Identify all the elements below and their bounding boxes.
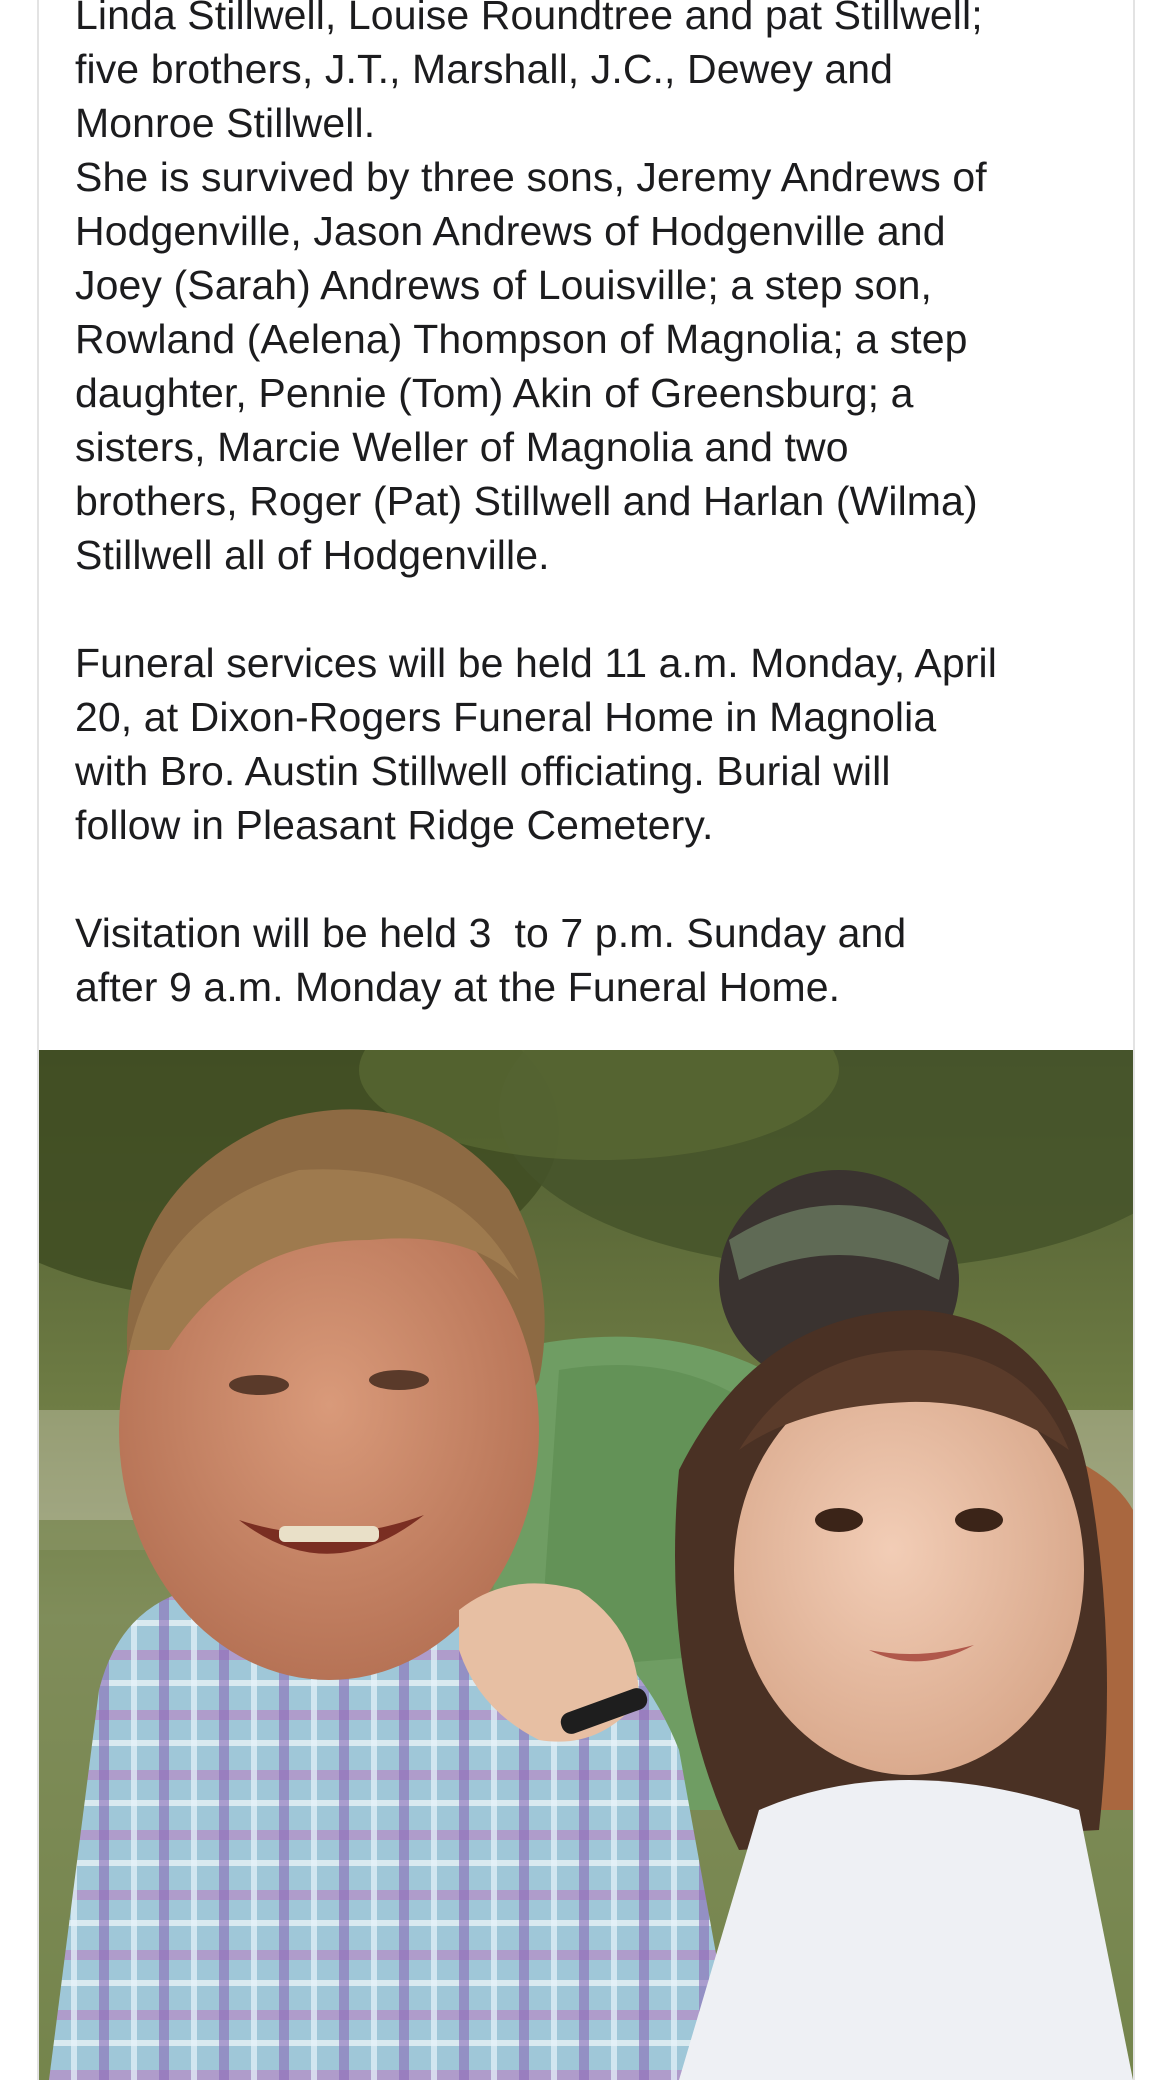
post-text-line: Hodgenville, Jason Andrews of Hodgenville and xyxy=(75,208,946,254)
paragraph-gap xyxy=(75,852,1135,906)
post-text-line: Visitation will be held 3 to 7 p.m. Sunday and xyxy=(75,910,907,956)
post-card xyxy=(37,0,1135,2080)
post-text-line: Joey (Sarah) Andrews of Louisville; a step son, xyxy=(75,262,933,308)
post-text-line: Funeral services will be held 11 a.m. Monday, April xyxy=(75,640,997,686)
post-body-text xyxy=(75,0,1135,1014)
post-text-line: five brothers, J.T., Marshall, J.C., Dewey and xyxy=(75,46,894,92)
post-text-line: Rowland (Aelena) Thompson of Magnolia; a step xyxy=(75,316,968,362)
post-text-line: She is survived by three sons, Jeremy Andrews of xyxy=(75,154,987,200)
post-text-line: Monroe Stillwell. xyxy=(75,100,376,146)
post-text-line: daughter, Pennie (Tom) Akin of Greensburg; a xyxy=(75,370,914,416)
post-text-line: brothers, Roger (Pat) Stillwell and Harlan (Wilma) xyxy=(75,478,978,524)
paragraph-gap xyxy=(75,582,1135,636)
post-text-line: Linda Stillwell, Louise Roundtree and pat Stillwell; xyxy=(75,0,983,38)
post-text-line: with Bro. Austin Stillwell officiating. Burial will xyxy=(75,748,891,794)
post-text-line: after 9 a.m. Monday at the Funeral Home. xyxy=(75,964,841,1010)
post-text-line: 20, at Dixon-Rogers Funeral Home in Magnolia xyxy=(75,694,937,740)
photo-illustration xyxy=(39,1050,1133,2080)
post-text-line: Stillwell all of Hodgenville. xyxy=(75,532,550,578)
post-text-line: sisters, Marcie Weller of Magnolia and two xyxy=(75,424,849,470)
post-text-line: follow in Pleasant Ridge Cemetery. xyxy=(75,802,714,848)
post-photo[interactable] xyxy=(39,1050,1133,2080)
